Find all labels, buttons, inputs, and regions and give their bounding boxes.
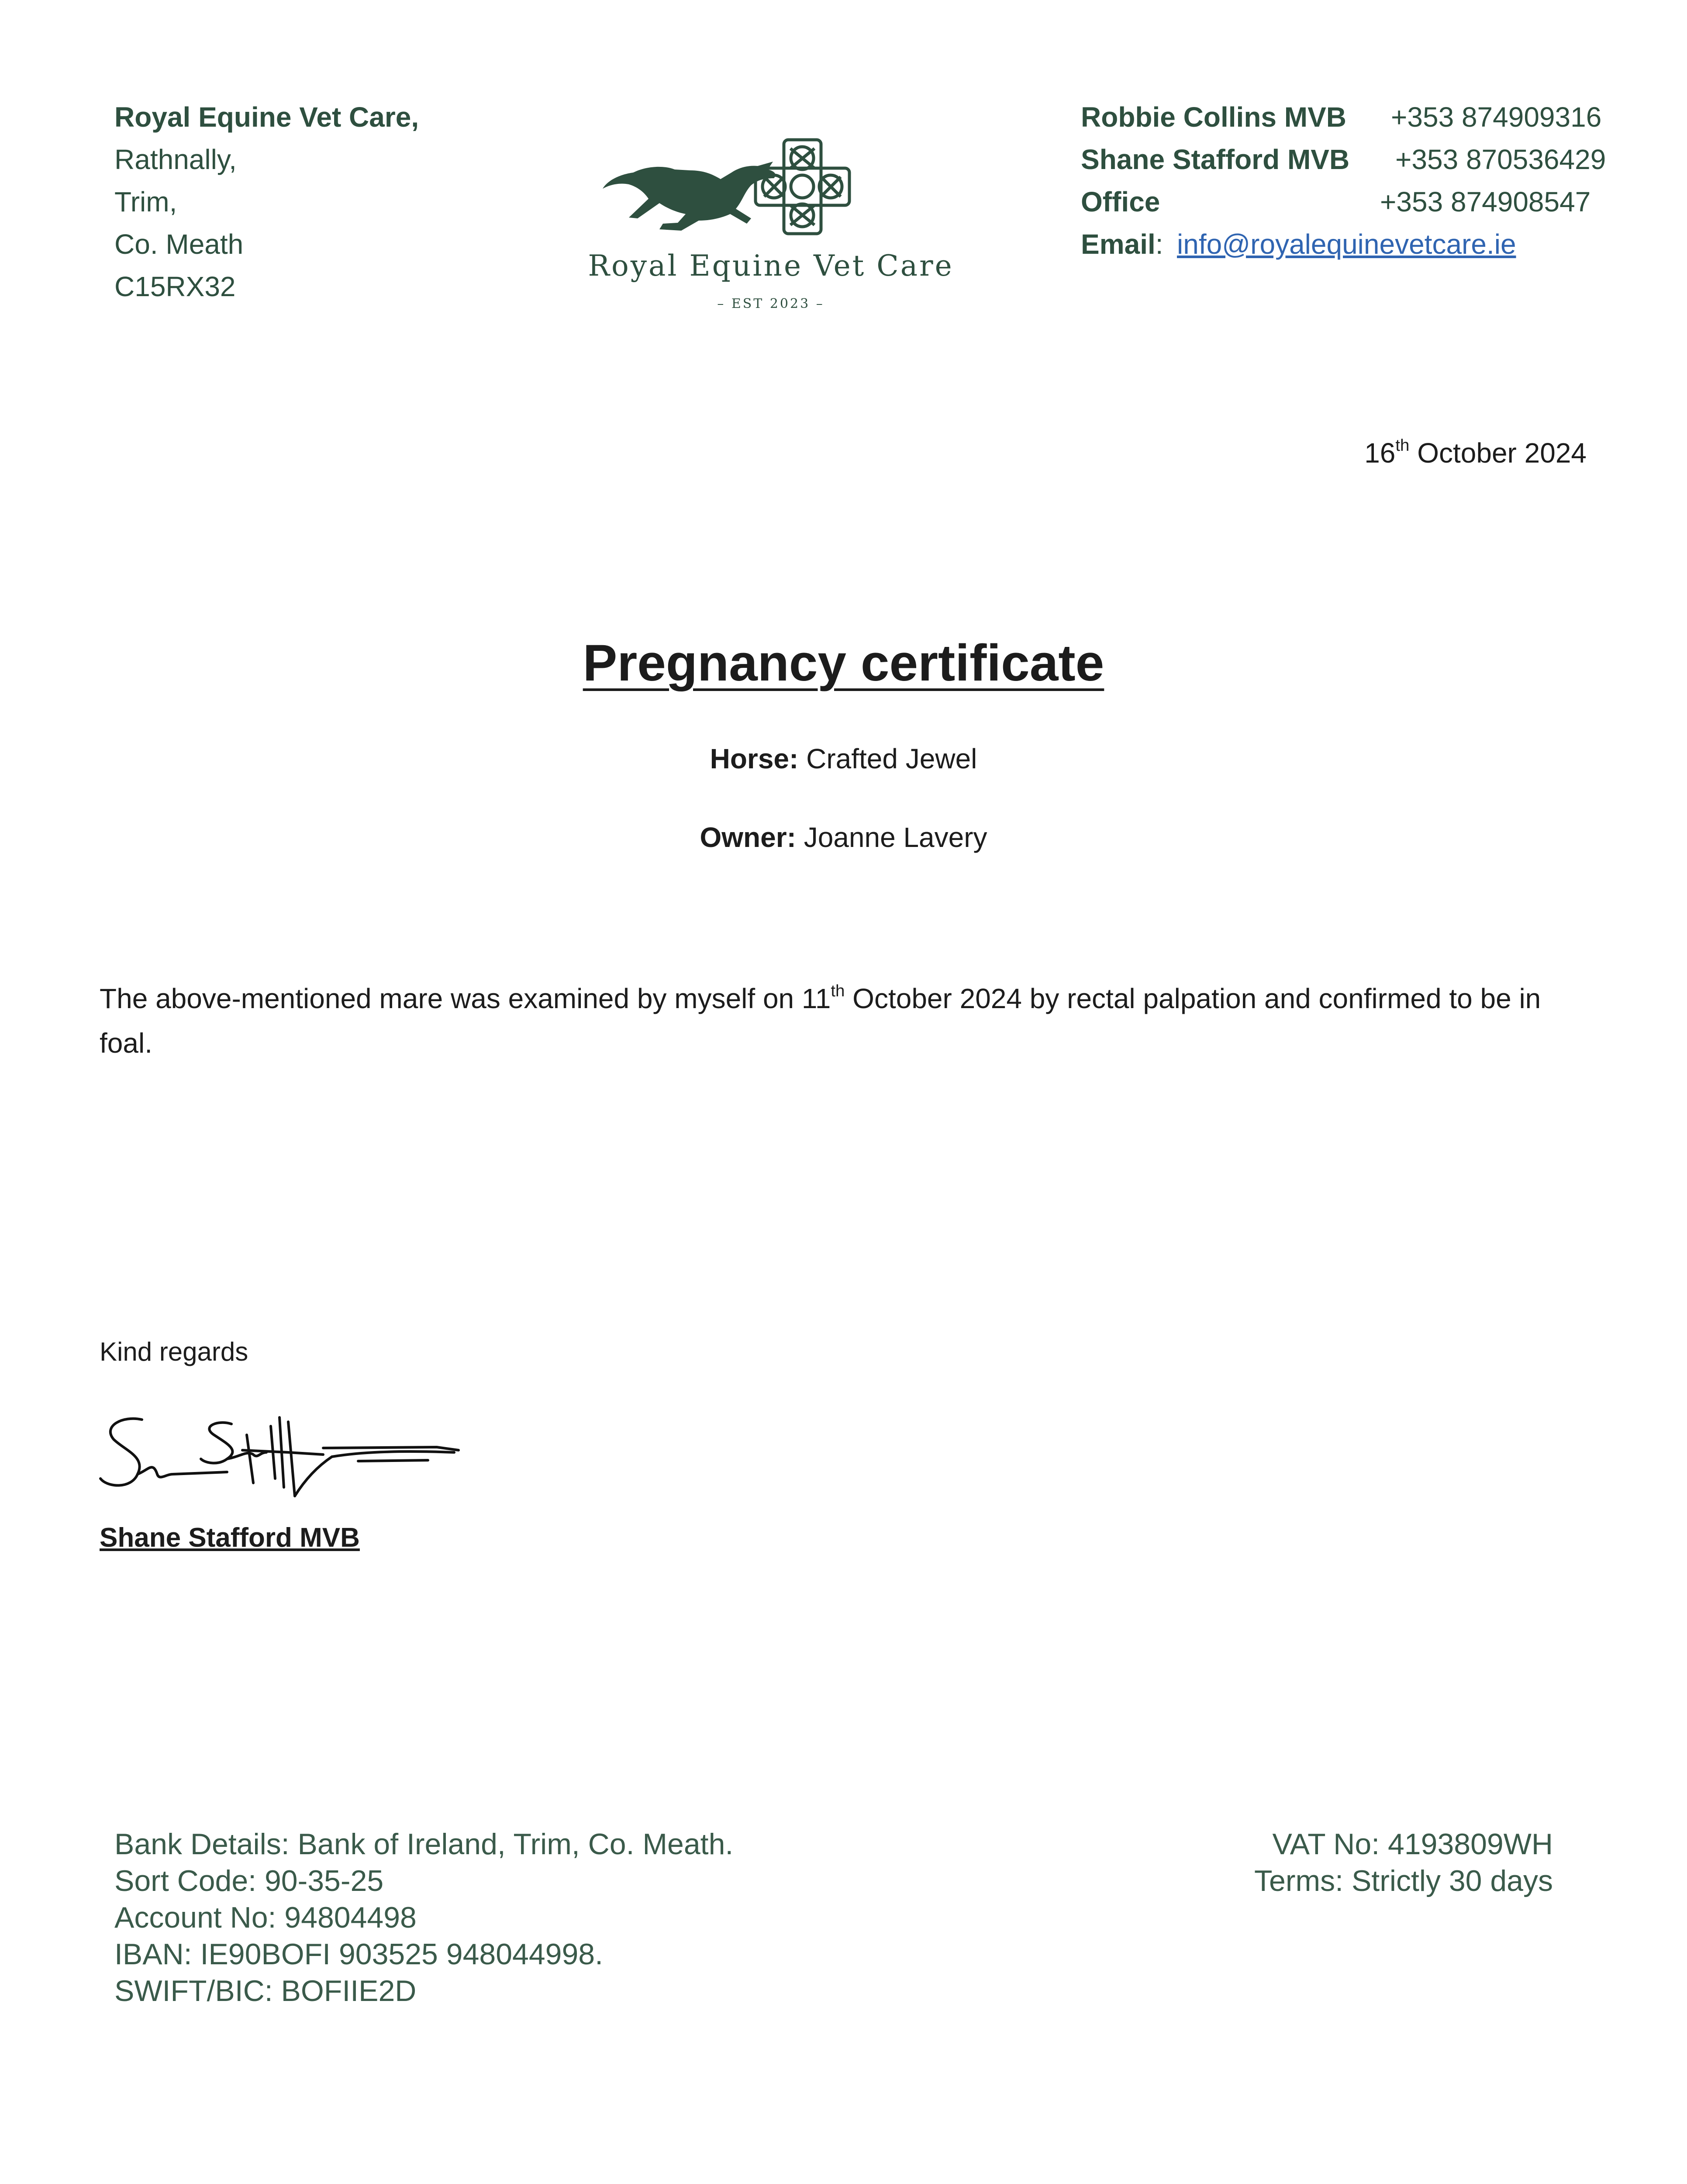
email-link[interactable]: info@royalequinevetcare.ie <box>1177 228 1516 260</box>
examination-statement <box>100 978 1584 1063</box>
horse-value: Crafted Jewel <box>806 743 977 774</box>
email-label-text: Email <box>1081 228 1156 260</box>
practice-logo <box>559 131 983 323</box>
certificate-title <box>0 633 1687 693</box>
contact-label: Shane Stafford MVB <box>1081 144 1350 175</box>
practice-name: Royal Equine Vet Care, <box>114 101 419 133</box>
letter-date <box>1364 437 1587 469</box>
contact-label: Office <box>1081 186 1160 218</box>
statement-part: October 2024 by rectal palpation and confirmed to be in foal. <box>100 983 1541 1059</box>
vat-number: VAT No: 4193809WH <box>1272 1828 1553 1861</box>
date-day: 16 <box>1364 437 1396 469</box>
handwritten-signature <box>96 1409 467 1514</box>
signatory-name: Shane Stafford MVB <box>100 1523 360 1553</box>
statement-part: The above-mentioned mare was examined by myself on 11 <box>100 983 831 1014</box>
contact-row <box>1081 96 1635 138</box>
owner-label: Owner: <box>700 822 796 853</box>
bank-line: Bank Details: Bank of Ireland, Trim, Co. Meath. <box>114 1828 734 1861</box>
contact-phone: +353 870536429 <box>1395 144 1606 175</box>
logo-wordmark: Royal Equine Vet Care <box>588 249 954 283</box>
horse-cross-logo-icon <box>559 131 983 245</box>
horse-label: Horse: <box>710 743 799 774</box>
bank-line: Account No: 94804498 <box>114 1901 417 1934</box>
bank-line: Sort Code: 90-35-25 <box>114 1864 384 1897</box>
bank-details <box>114 1826 733 2009</box>
address-line: Co. Meath <box>114 228 244 260</box>
bank-line: SWIFT/BIC: BOFIIE2D <box>114 1974 417 2008</box>
contact-label: Robbie Collins MVB <box>1081 101 1346 133</box>
address-line: Trim, <box>114 186 177 218</box>
owner-field <box>0 821 1687 854</box>
payment-terms: Terms: Strictly 30 days <box>1254 1864 1553 1897</box>
contact-details <box>1081 96 1635 266</box>
contact-row <box>1081 138 1635 181</box>
address-line: C15RX32 <box>114 271 236 302</box>
contact-phone: +353 874908547 <box>1380 186 1591 218</box>
owner-value: Joanne Lavery <box>804 822 987 853</box>
practice-address <box>114 96 419 308</box>
closing-text: Kind regards <box>100 1337 248 1366</box>
statement-date-suffix: th <box>831 981 845 1001</box>
contact-row <box>1081 181 1635 223</box>
contact-row <box>1081 223 1635 266</box>
address-line: Rathnally, <box>114 144 237 175</box>
vat-terms <box>1254 1826 1553 1899</box>
date-suffix: th <box>1395 436 1410 455</box>
certificate-title-text: Pregnancy certificate <box>583 634 1104 692</box>
date-month-year: October 2024 <box>1417 437 1587 469</box>
bank-line: IBAN: IE90BOFI 903525 948044998. <box>114 1938 604 1971</box>
horse-field <box>0 743 1687 775</box>
logo-established: – EST 2023 – <box>717 296 825 311</box>
contact-phone: +353 874909316 <box>1391 101 1602 133</box>
email-label: Email: <box>1081 228 1163 260</box>
